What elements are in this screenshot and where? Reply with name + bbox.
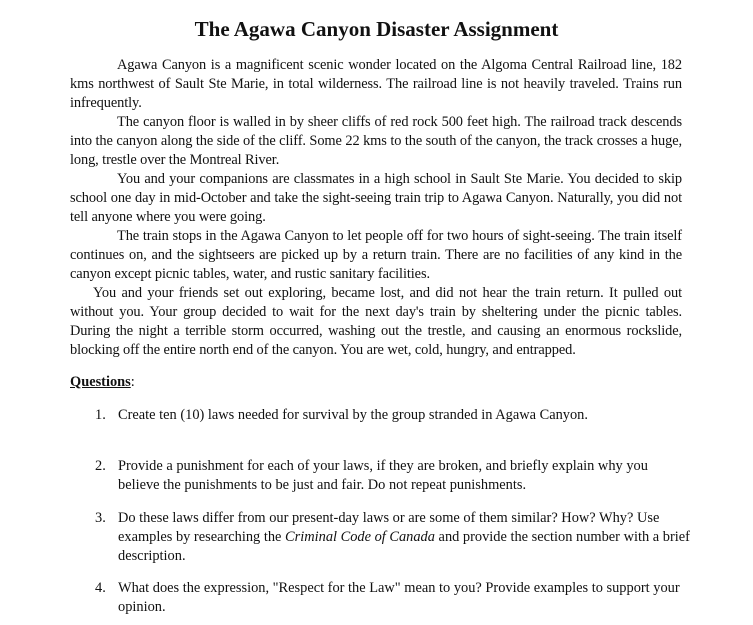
paragraph-4: The train stops in the Agawa Canyon to let people off for two hours of sight-seeing. The train itself continues on, and the sightseers are picked up by a return train. There are no facilities of any kind in the canyon except picnic tables, water, and rustic sanitary facilities. — [70, 228, 682, 282]
paragraph-2: The canyon floor is walled in by sheer cliffs of red rock 500 feet high. The railroad track descends into the canyon along the side of the cliff. Some 22 kms to the south of the canyon, the track crosses a huge, long, trestle over the Montreal River. — [70, 114, 682, 168]
question-3-number: 3. — [95, 510, 106, 526]
question-2-number: 2. — [95, 458, 106, 474]
question-2-text: Provide a punishment for each of your laws, if they are broken, and briefly explain why you believe the punishments to be just and fair. Do not repeat punishments. — [118, 458, 648, 493]
question-3-text-before: Do these laws differ from our present-day laws or are some of them similar? How? Why? Use examples by researching the — [118, 510, 660, 545]
question-2 — [95, 457, 690, 495]
question-4-text: What does the expression, "Respect for the Law" mean to you? Provide examples to support your opinion. — [118, 580, 680, 615]
question-3 — [95, 509, 690, 566]
question-4-number: 4. — [95, 580, 106, 596]
scenario-text — [70, 56, 682, 360]
question-1-number: 1. — [95, 407, 106, 423]
question-1 — [95, 406, 690, 425]
question-3-text-after: and provide the section number with a brief description. — [118, 529, 690, 564]
questions-heading — [70, 373, 135, 392]
paragraph-5: You and your friends set out exploring, became lost, and did not hear the train return. It pulled out without you. Your group decided to wait for the next day's train by sheltering under the picnic tables. During the night a terrible storm occurred, washing out the trestle, and causing an enormous rockslide, blocking off the entire north end of the canyon. You are wet, cold, hungry, and entrapped. — [70, 285, 682, 358]
question-4 — [95, 579, 690, 617]
question-1-text: Create ten (10) laws needed for survival by the group stranded in Agawa Canyon. — [118, 407, 588, 423]
question-3-text — [118, 509, 690, 566]
criminal-code-title: Criminal Code of Canada — [285, 529, 435, 545]
questions-heading-label: Questions — [70, 374, 131, 390]
paragraph-1: Agawa Canyon is a magnificent scenic wonder located on the Algoma Central Railroad line, 182 kms northwest of Sault Ste Marie, in total wilderness. The railroad line is not heavily traveled. Trains run infrequently. — [70, 57, 682, 111]
document-title: The Agawa Canyon Disaster Assignment — [194, 17, 559, 41]
paragraph-3: You and your companions are classmates in a high school in Sault Ste Marie. You decided to skip school one day in mid-October and take the sight-seeing train trip to Agawa Canyon. Naturally, you did not tell anyone where you were going. — [70, 171, 682, 225]
questions-heading-colon: : — [130, 374, 135, 390]
